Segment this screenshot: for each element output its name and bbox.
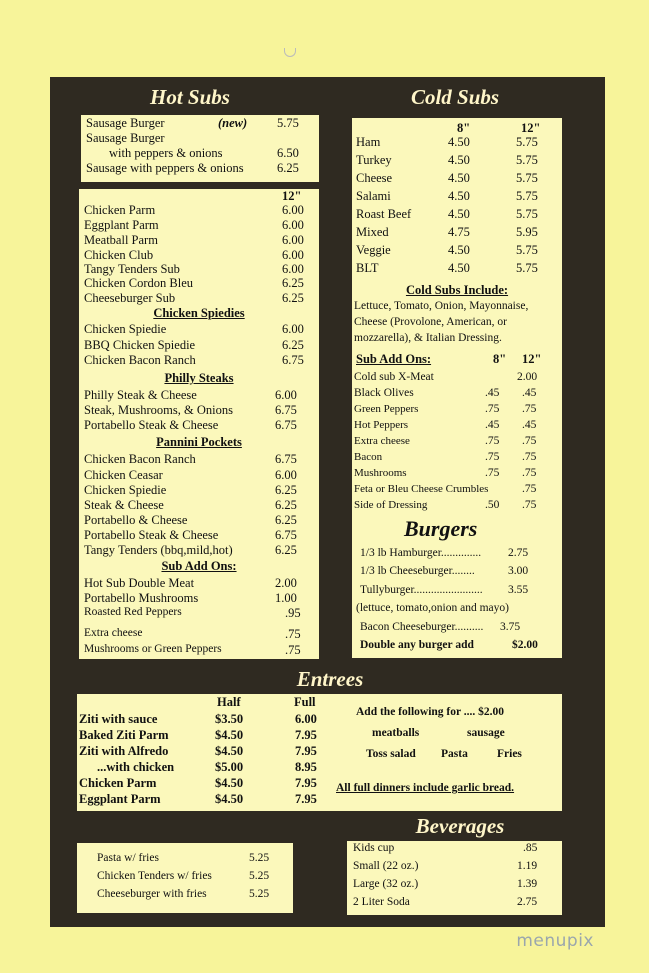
price-half: $4.50: [215, 792, 244, 806]
price-full: 8.95: [295, 760, 317, 774]
menu-item: Chicken Parm: [84, 203, 156, 217]
paper-mark: [284, 48, 296, 57]
entrees-panel: [77, 694, 562, 811]
menu-item: Turkey: [356, 153, 392, 167]
menu-item: Cheeseburger with fries: [97, 888, 207, 900]
menu-item: Portabello Mushrooms: [84, 591, 199, 605]
add-on-option: Fries: [497, 748, 522, 760]
price: 1.00: [275, 591, 297, 605]
menu-item: Cold sub X-Meat: [354, 371, 434, 383]
price: 1.39: [517, 878, 538, 890]
description-line: Cheese (Provolone, American, or: [354, 316, 507, 328]
price-full: 7.95: [295, 728, 317, 742]
menu-item: Ziti with Alfredo: [79, 744, 169, 758]
menu-item: Chicken Spiedie: [84, 483, 167, 497]
menu-item: Extra cheese: [354, 435, 410, 447]
menu-item: Chicken Ceasar: [84, 468, 163, 482]
menu-item: Veggie: [356, 243, 391, 257]
price: $2.00: [512, 639, 538, 651]
menu-item: Double any burger add: [360, 639, 474, 651]
menu-item: Roast Beef: [356, 207, 412, 221]
menu-item: Chicken Club: [84, 248, 154, 262]
price-full: 6.00: [295, 712, 317, 726]
menu-item: Ziti with sauce: [79, 712, 158, 726]
price: 4.50: [448, 207, 470, 221]
menu-item: Portabello Steak & Cheese: [84, 418, 219, 432]
size-header-12: 12": [522, 352, 542, 366]
size-header-8: 8": [457, 121, 471, 135]
price-full: 7.95: [295, 744, 317, 758]
menu-item: Portabello & Cheese: [84, 513, 188, 527]
price: 5.25: [249, 888, 270, 900]
price: .75: [522, 499, 537, 511]
add-on-option: meatballs: [372, 727, 420, 739]
menu-item: Eggplant Parm: [79, 792, 161, 806]
add-on-line: Add the following for .... $2.00: [356, 706, 505, 718]
price: 3.00: [508, 565, 529, 577]
menu-item: Steak & Cheese: [84, 498, 164, 512]
price: .45: [522, 419, 537, 431]
price: 6.75: [282, 353, 304, 367]
description-line: Lettuce, Tomato, Onion, Mayonnaise,: [354, 300, 529, 312]
column-header: Full: [294, 695, 316, 709]
price: 6.25: [277, 161, 299, 175]
price: .75: [485, 451, 500, 463]
price: .75: [522, 483, 537, 495]
menu-item: Chicken Parm: [79, 776, 157, 790]
menu-item: Kids cup: [353, 842, 395, 854]
menu-item: Philly Steak & Cheese: [84, 388, 197, 402]
menu-item: Salami: [356, 189, 391, 203]
price: 6.75: [275, 418, 297, 432]
menu-item: Baked Ziti Parm: [79, 728, 169, 742]
price: 6.00: [282, 248, 304, 262]
price: 6.25: [275, 513, 297, 527]
menu-item: Tangy Tenders Sub: [84, 262, 180, 276]
section-title: Sub Add Ons:: [161, 559, 237, 573]
price: .75: [485, 467, 500, 479]
menu-board: [50, 77, 605, 927]
menu-item: Bacon: [354, 451, 383, 463]
price: 2.75: [508, 547, 529, 559]
price: 5.75: [516, 261, 538, 275]
hot-subs-top-panel: [81, 115, 319, 182]
price: 6.75: [275, 452, 297, 466]
menu-item: Chicken Bacon Ranch: [84, 452, 196, 466]
add-on-option: sausage: [467, 727, 505, 739]
price: 6.25: [275, 483, 297, 497]
menu-item: Portabello Steak & Cheese: [84, 528, 219, 542]
menu-item: Side of Dressing: [354, 499, 428, 511]
menu-item: 1/3 lb Cheeseburger........: [360, 565, 475, 577]
price: 6.00: [282, 322, 304, 336]
cold-subs-heading: Cold Subs: [410, 85, 500, 109]
description-line: mozzarella), & Italian Dressing.: [354, 332, 502, 344]
menu-item: Hot Sub Double Meat: [84, 576, 195, 590]
price-full: 7.95: [295, 792, 317, 806]
menu-item: Sausage Burger: [86, 131, 165, 145]
beverages-panel: [347, 841, 562, 915]
menu-item: Chicken Tenders w/ fries: [97, 870, 212, 882]
price: 6.00: [275, 468, 297, 482]
price: .75: [485, 435, 500, 447]
price: 4.50: [448, 261, 470, 275]
size-header: 12": [282, 189, 302, 203]
price: 4.50: [448, 153, 470, 167]
menu-item: Sausage with peppers & onions: [86, 161, 244, 175]
price: .95: [285, 606, 301, 620]
menu-item: ...with chicken: [97, 760, 175, 774]
menu-item: Small (22 oz.): [353, 860, 419, 872]
menu-item: with peppers & onions: [109, 146, 223, 160]
menu-item: 2 Liter Soda: [353, 896, 410, 908]
menu-item: Cheese: [356, 171, 393, 185]
price: .75: [522, 451, 537, 463]
price: 1.19: [517, 860, 538, 872]
menu-item: Chicken Spiedie: [84, 322, 167, 336]
entrees-footer: All full dinners include garlic bread.: [336, 782, 515, 794]
add-on-option: Toss salad: [366, 748, 416, 760]
kids-panel: [77, 843, 293, 913]
menu-item: 1/3 lb Hamburger..............: [360, 547, 482, 559]
hot-subs-heading: Hot Subs: [150, 85, 230, 109]
price: 6.25: [282, 276, 304, 290]
price: .75: [285, 643, 301, 657]
size-header-12: 12": [521, 121, 541, 135]
menu-item: Hot Peppers: [354, 419, 409, 431]
price: 3.75: [500, 621, 521, 633]
menu-item: Steak, Mushrooms, & Onions: [84, 403, 233, 417]
price: 6.00: [282, 203, 304, 217]
column-header: Half: [217, 695, 241, 709]
price: .45: [522, 387, 537, 399]
price: 6.00: [282, 233, 304, 247]
hot-subs-main-panel: [79, 189, 319, 659]
price: 4.50: [448, 135, 470, 149]
price: .75: [522, 467, 537, 479]
price: 6.75: [275, 528, 297, 542]
menu-item: Mixed: [356, 225, 389, 239]
price-full: 7.95: [295, 776, 317, 790]
menu-item: Cheeseburger Sub: [84, 291, 176, 305]
section-title: Pannini Pockets: [156, 435, 242, 449]
menu-item: Roasted Red Peppers: [84, 606, 182, 618]
price: 4.50: [448, 189, 470, 203]
price: 6.25: [275, 543, 297, 557]
cold-subs-panel: [352, 118, 562, 658]
price: .45: [485, 387, 500, 399]
menu-item: Chicken Bacon Ranch: [84, 353, 196, 367]
beverages-heading: Beverages: [415, 814, 505, 838]
menu-item: Meatball Parm: [84, 233, 158, 247]
price: 5.95: [516, 225, 538, 239]
menu-item: Mushrooms: [354, 467, 407, 479]
menu-item: Tullyburger........................: [360, 584, 483, 596]
menupix-watermark: menupix: [516, 931, 594, 951]
price: 5.25: [249, 852, 270, 864]
price: 6.25: [275, 498, 297, 512]
menu-item: Feta or Bleu Cheese Crumbles: [354, 483, 489, 495]
price: 5.75: [516, 135, 538, 149]
price: 6.25: [282, 291, 304, 305]
menu-item: Tangy Tenders (bbq,mild,hot): [84, 543, 233, 557]
price: 5.75: [516, 243, 538, 257]
price: 2.00: [275, 576, 297, 590]
menu-item: Sausage Burger: [86, 116, 165, 130]
price-half: $3.50: [215, 712, 244, 726]
menu-item: (lettuce, tomato,onion and mayo): [356, 602, 509, 614]
price: 5.75: [277, 116, 299, 130]
price: 2.00: [517, 371, 538, 383]
price: .75: [522, 435, 537, 447]
burgers-heading: Burgers: [404, 516, 478, 541]
price: .50: [485, 499, 500, 511]
price: .75: [522, 403, 537, 415]
menu-item: Extra cheese: [84, 627, 143, 639]
menu-item: BLT: [356, 261, 379, 275]
menu-item: Chicken Cordon Bleu: [84, 276, 194, 290]
price: 5.75: [516, 153, 538, 167]
price: 5.75: [516, 207, 538, 221]
price: 5.25: [249, 870, 270, 882]
menu-item: Black Olives: [354, 387, 414, 399]
price: 5.75: [516, 171, 538, 185]
price: 4.50: [448, 171, 470, 185]
price: 5.75: [516, 189, 538, 203]
price: 6.25: [282, 338, 304, 352]
price: 6.50: [277, 146, 299, 160]
section-title: Cold Subs Include:: [405, 283, 509, 297]
price: 3.55: [508, 584, 529, 596]
menu-item: Eggplant Parm: [84, 218, 159, 232]
price: .85: [523, 842, 538, 854]
price: 4.50: [448, 243, 470, 257]
add-on-option: Pasta: [441, 748, 468, 760]
price: 4.75: [448, 225, 470, 239]
section-title: Sub Add Ons:: [356, 352, 432, 366]
menu-item: Mushrooms or Green Peppers: [84, 643, 222, 655]
price-half: $5.00: [215, 760, 244, 774]
section-title: Philly Steaks: [164, 371, 234, 385]
price: 6.00: [282, 218, 304, 232]
menu-item: Large (32 oz.): [353, 878, 419, 890]
menu-item: BBQ Chicken Spiedie: [84, 338, 196, 352]
price: .75: [285, 627, 301, 641]
price: 6.75: [275, 403, 297, 417]
price-half: $4.50: [215, 744, 244, 758]
price: .45: [485, 419, 500, 431]
price: 6.00: [275, 388, 297, 402]
size-header-8: 8": [493, 352, 507, 366]
section-title: Chicken Spiedies: [153, 306, 245, 320]
new-badge: (new): [218, 116, 248, 130]
price: .75: [485, 403, 500, 415]
menu-item: Green Peppers: [354, 403, 419, 415]
price-half: $4.50: [215, 728, 244, 742]
price: 6.00: [282, 262, 304, 276]
price: 2.75: [517, 896, 538, 908]
menu-item: Pasta w/ fries: [97, 852, 159, 864]
menu-item: Bacon Cheeseburger..........: [360, 621, 484, 633]
price-half: $4.50: [215, 776, 244, 790]
menu-item: Ham: [356, 135, 381, 149]
entrees-heading: Entrees: [296, 667, 364, 691]
